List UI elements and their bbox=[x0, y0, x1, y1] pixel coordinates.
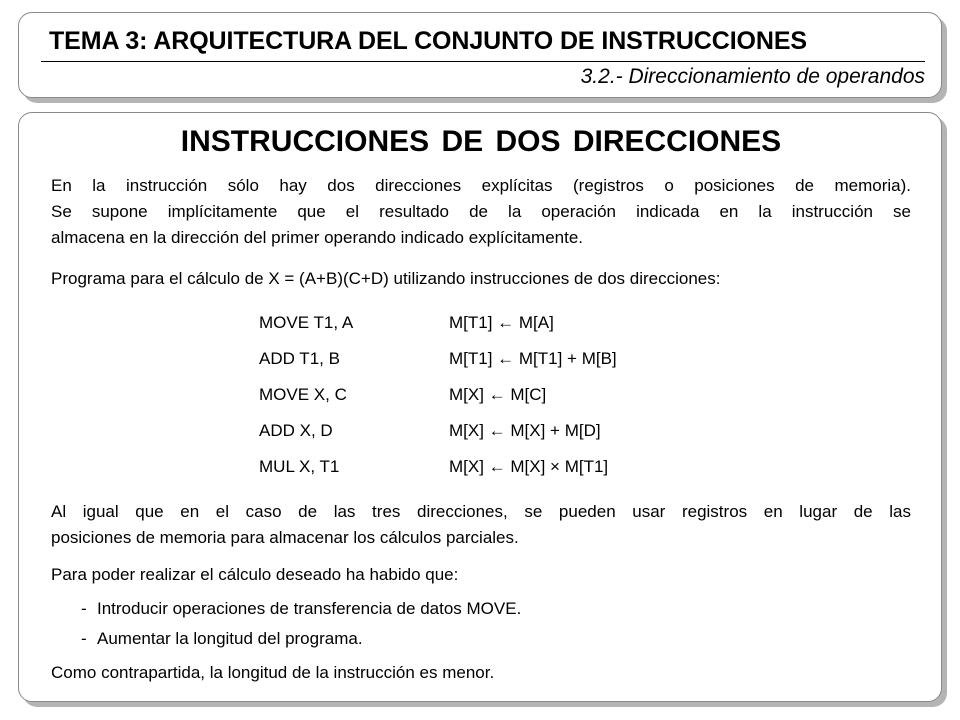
registers-line: posiciones de memoria para almacenar los cálculos parciales. bbox=[51, 528, 519, 547]
slide-title: INSTRUCCIONES DE DOS DIRECCIONES bbox=[180, 125, 782, 158]
instruction: ADD X, D bbox=[259, 421, 333, 440]
list-item bbox=[81, 597, 521, 621]
register-transfer: M[T1] ← M[A] bbox=[449, 313, 554, 332]
intro-line: En la instrucción sólo hay dos direcciones explícitas (registros o posiciones de memoria). bbox=[51, 176, 911, 195]
instruction: ADD T1, B bbox=[259, 349, 340, 368]
register-transfer: M[T1] ← M[T1] + M[B] bbox=[449, 349, 617, 368]
registers-paragraph bbox=[51, 499, 911, 551]
list-item bbox=[81, 627, 363, 651]
instruction: MOVE X, C bbox=[259, 385, 347, 404]
header-title: TEMA 3: ARQUITECTURA DEL CONJUNTO DE INSTRUCCIONES bbox=[49, 27, 808, 55]
intro-line: almacena en la dirección del primer operando indicado explícitamente. bbox=[51, 228, 584, 247]
register-transfer: M[X] ← M[X] + M[D] bbox=[449, 421, 601, 440]
needed-intro: Para poder realizar el cálculo deseado ha habido que: bbox=[51, 565, 459, 584]
header-subtitle: 3.2.- Direccionamiento de operandos bbox=[580, 65, 925, 88]
instruction: MUL X, T1 bbox=[259, 457, 340, 476]
register-transfer: M[X] ← M[X] × M[T1] bbox=[449, 457, 609, 476]
header-divider bbox=[41, 61, 925, 62]
bullet-dash: - bbox=[81, 629, 87, 648]
list-item-text: Aumentar la longitud del programa. bbox=[97, 629, 363, 648]
intro-line: Se supone implícitamente que el resultado de la operación indicada en la instrucción se bbox=[51, 202, 911, 221]
instruction: MOVE T1, A bbox=[259, 313, 354, 332]
registers-line: Al igual que en el caso de las tres direcciones, se pueden usar registros en lugar de las bbox=[51, 502, 911, 521]
bullet-dash: - bbox=[81, 599, 87, 618]
list-item-text: Introducir operaciones de transferencia de datos MOVE. bbox=[97, 599, 522, 618]
register-transfer: M[X] ← M[C] bbox=[449, 385, 547, 404]
intro-paragraph bbox=[51, 173, 911, 251]
content-panel bbox=[18, 112, 942, 702]
program-intro: Programa para el cálculo de X = (A+B)(C+D) utilizando instrucciones de dos direcciones: bbox=[51, 269, 721, 288]
header-panel bbox=[18, 12, 942, 98]
conclusion: Como contrapartida, la longitud de la instrucción es menor. bbox=[51, 663, 495, 682]
